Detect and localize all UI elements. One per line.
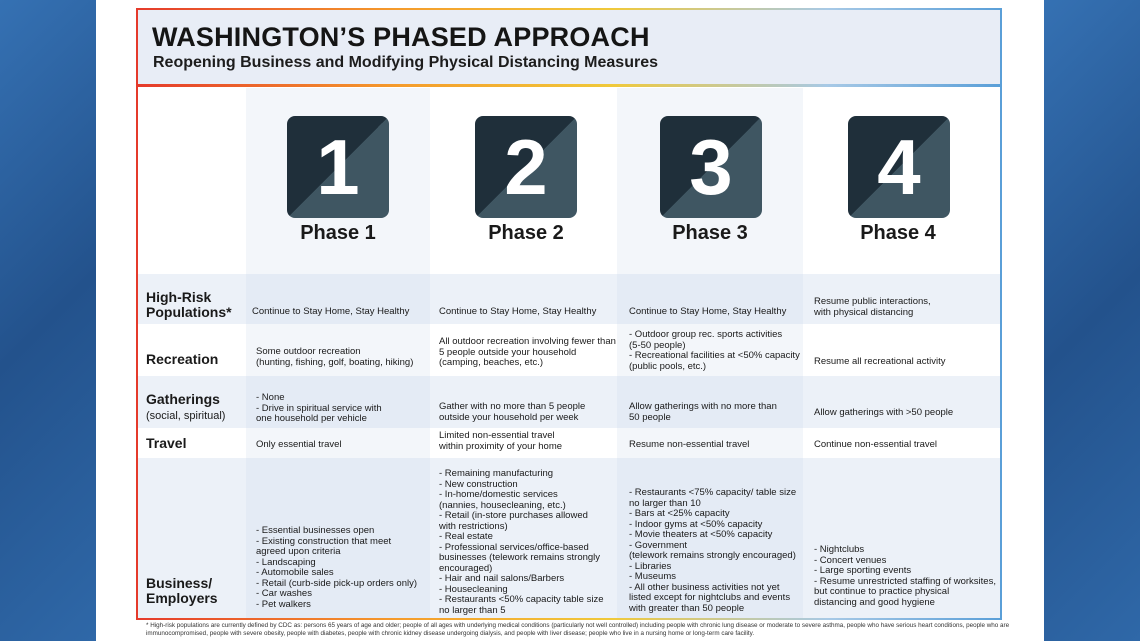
row-label-high-risk: High-Risk Populations* xyxy=(146,289,232,320)
cell-travel-phase-2: Limited non-essential travel within proximity of your home xyxy=(439,430,563,452)
background-left xyxy=(0,0,96,641)
row-label-gatherings-title: Gatherings xyxy=(146,391,220,407)
cell-gatherings-phase-4: Allow gatherings with >50 people xyxy=(814,407,954,418)
phase-1-label: Phase 1 xyxy=(300,222,376,244)
cell-high-risk-phase-3: Continue to Stay Home, Stay Healthy xyxy=(629,306,787,317)
cell-recreation-phase-1: Some outdoor recreation (hunting, fishing, golf, boating, hiking) xyxy=(256,346,414,368)
row-label-recreation: Recreation xyxy=(146,351,219,367)
phase-1-number: 1 xyxy=(316,123,360,211)
page-title: WASHINGTON’S PHASED APPROACH xyxy=(152,22,650,52)
phase-3-label: Phase 3 xyxy=(672,222,748,244)
footnote: * High-risk populations are currently defined by CDC as: persons 65 years of age and older; people of all ages with underlying medical conditions (particularly not well controlled) including people with chronic lung disease or moderate to severe asthma, people who have serious heart conditions, people who are immunocompromised, people with severe obesity, people with diabetes, people with chronic kidney disease undergoing dialysis, and people with liver disease; people who live in a nursing home or long-term care facility. xyxy=(146,622,1010,637)
row-label-gatherings-sub: (social, spiritual) xyxy=(146,410,226,422)
phase-2-badge xyxy=(475,116,577,218)
phase-4-badge xyxy=(848,116,950,218)
background-right xyxy=(1044,0,1140,641)
cell-business-phase-4: - Nightclubs - Concert venues - Large sporting events - Resume unrestricted staffing of worksites, but continue to practice physical distancing and good hygiene xyxy=(814,544,996,608)
page-subtitle: Reopening Business and Modifying Physical Distancing Measures xyxy=(153,54,658,71)
cell-travel-phase-1: Only essential travel xyxy=(256,439,342,450)
row-label-travel: Travel xyxy=(146,435,187,451)
cell-recreation-phase-2: All outdoor recreation involving fewer than 5 people outside your household (camping, beaches, etc.) xyxy=(439,336,616,368)
cell-gatherings-phase-1: - None - Drive in spiritual service with one household per vehicle xyxy=(256,392,382,424)
phase-3-badge xyxy=(660,116,762,218)
phase-2-label: Phase 2 xyxy=(488,222,564,244)
cell-gatherings-phase-3: Allow gatherings with no more than 50 people xyxy=(629,401,777,423)
cell-business-phase-2: - Remaining manufacturing - New construction - In-home/domestic services (nannies, housecleaning, etc.) - Retail (in-store purchases allowed with restrictions) - Real estate - Professional services/office-based businesses (telework remains strongly encouraged) - Hair and nail salons/Barbers - Housecleaning - Restaurants <50% capacity table size no larger than 5 xyxy=(439,468,604,616)
cell-business-phase-3: - Restaurants <75% capacity/ table size no larger than 10 - Bars at <25% capacity - Indoor gyms at <50% capacity - Movie theaters at <50% capacity - Government (telework remains strongly encouraged) - Libraries - Museums - All other business activities not yet listed except for nightclubs and events with greater than 50 people xyxy=(629,487,797,614)
cell-recreation-phase-4: Resume all recreational activity xyxy=(814,356,946,367)
row-label-business: Business/ Employers xyxy=(146,575,218,606)
cell-recreation-phase-3: - Outdoor group rec. sports activities (5-50 people) - Recreational facilities at <50% capacity (public pools, etc.) xyxy=(629,329,800,372)
phase-3-number: 3 xyxy=(689,123,733,211)
cell-travel-phase-3: Resume non-essential travel xyxy=(629,439,750,450)
cell-gatherings-phase-2: Gather with no more than 5 people outside your household per week xyxy=(439,401,586,423)
phase-4-label: Phase 4 xyxy=(860,222,936,244)
phase-4-number: 4 xyxy=(877,123,921,211)
cell-high-risk-phase-2: Continue to Stay Home, Stay Healthy xyxy=(439,306,597,317)
cell-high-risk-phase-1: Continue to Stay Home, Stay Healthy xyxy=(252,306,410,317)
phase-2-number: 2 xyxy=(504,123,548,211)
cell-travel-phase-4: Continue non-essential travel xyxy=(814,439,938,450)
cell-high-risk-phase-4: Resume public interactions, with physical distancing xyxy=(814,296,931,318)
row-label-gatherings xyxy=(146,392,225,424)
cell-business-phase-1: - Essential businesses open - Existing construction that meet agreed upon criteria - Landscaping - Automobile sales - Retail (curb-side pick-up orders only) - Car washes - Pet walkers xyxy=(256,525,418,610)
phase-1-badge xyxy=(287,116,389,218)
